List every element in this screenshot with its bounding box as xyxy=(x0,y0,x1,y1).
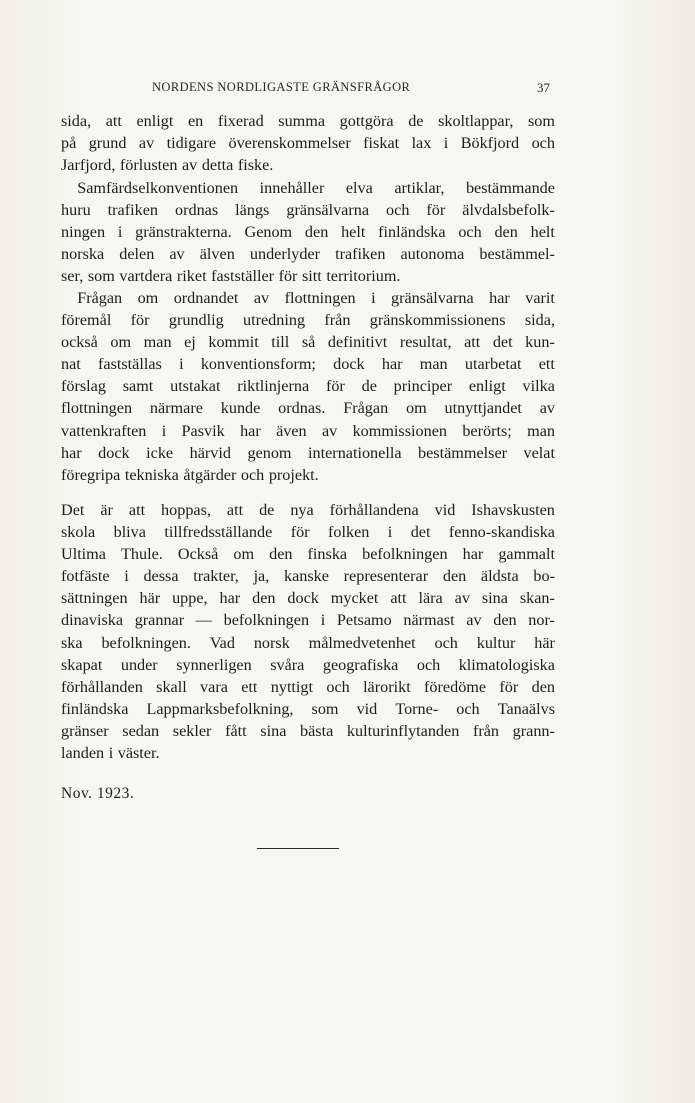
page-number: 37 xyxy=(537,80,550,95)
text-line: skapat under synnerligen svåra geografiska och klimatologiska xyxy=(61,655,555,674)
text-line: huru trafiken ordnas längs gränsälvarna och för älvdalsbefolk- xyxy=(61,200,555,219)
text-line: flottningen närmare kunde ordnas. Frågan om utnyttjandet av xyxy=(61,399,555,418)
text-line: ningen i gränstrakterna. Genom den helt finländska och den helt xyxy=(61,222,555,241)
text-line: sättningen här uppe, har den dock mycket att lära av sina skan- xyxy=(61,589,555,608)
text-line: har dock icke härvid genom internationella bestämmelser velat xyxy=(61,443,555,462)
text-line: också om man ej kommit till så definitivt resultat, att det kun- xyxy=(61,333,555,352)
text-line: landen i väster. xyxy=(61,744,160,763)
text-line: gränser sedan sekler fått sina bästa kulturinflytanden från grann- xyxy=(61,721,555,740)
text-line: Jarfjord, förlusten av detta fiske. xyxy=(61,156,274,175)
text-line: vattenkraften i Pasvik har även av kommissionen berörts; man xyxy=(61,421,555,440)
text-line: ska befolkningen. Vad norsk målmedvetenhet och kultur här xyxy=(61,633,555,652)
text-line: föremål för grundlig utredning från gränskommissionens sida, xyxy=(61,311,555,330)
text-line: nat fastställas i konventionsform; dock har man utarbetat ett xyxy=(61,355,555,374)
text-line: sida, att enligt en fixerad summa gottgöra de skoltlappar, som xyxy=(61,112,555,130)
date-signoff: Nov. 1923. xyxy=(61,785,135,802)
text-line: dinaviska grannar — befolkningen i Petsamo närmast av den nor- xyxy=(61,611,555,630)
text-line: förslag samt utstakat riktlinjerna för de principer enligt vilka xyxy=(61,377,555,396)
paragraph-2 xyxy=(61,177,555,287)
text-line: finländska Lappmarksbefolkning, som vid Torne- och Tanaälvs xyxy=(61,699,555,718)
end-rule xyxy=(257,848,339,849)
text-line: Samfärdselkonventionen innehåller elva artiklar, bestämmande xyxy=(77,178,555,197)
text-line: norska delen av älven underlyder trafiken autonoma bestämmel- xyxy=(61,244,555,263)
text-line: skola bliva tillfredsställande för folken i det fenno-skandiska xyxy=(61,523,555,542)
text-line: på grund av tidigare överenskommelser fiskat lax i Bökfjord och xyxy=(61,134,555,153)
paragraph-1 xyxy=(61,110,555,176)
text-line: Ultima Thule. Också om den finska befolkningen har gammalt xyxy=(61,545,555,564)
text-line: ser, som vartdera riket fastställer för sitt territorium. xyxy=(61,266,401,285)
running-header-title: NORDENS NORDLIGASTE GRÄNSFRÅGOR xyxy=(152,80,411,94)
text-line: förhållanden skall vara ett nyttigt och lärorikt föredöme för den xyxy=(61,677,555,696)
text-line: fotfäste i dessa trakter, ja, kanske representerar den äldsta bo- xyxy=(61,567,555,586)
paragraph-4 xyxy=(61,499,555,764)
text-line: Frågan om ordnandet av flottningen i gränsälvarna har varit xyxy=(77,289,555,307)
text-line: föregripa tekniska åtgärder och projekt. xyxy=(61,465,319,484)
paragraph-3 xyxy=(61,287,555,486)
text-line: Det är att hoppas, att de nya förhållandena vid Ishavskusten xyxy=(61,501,555,519)
